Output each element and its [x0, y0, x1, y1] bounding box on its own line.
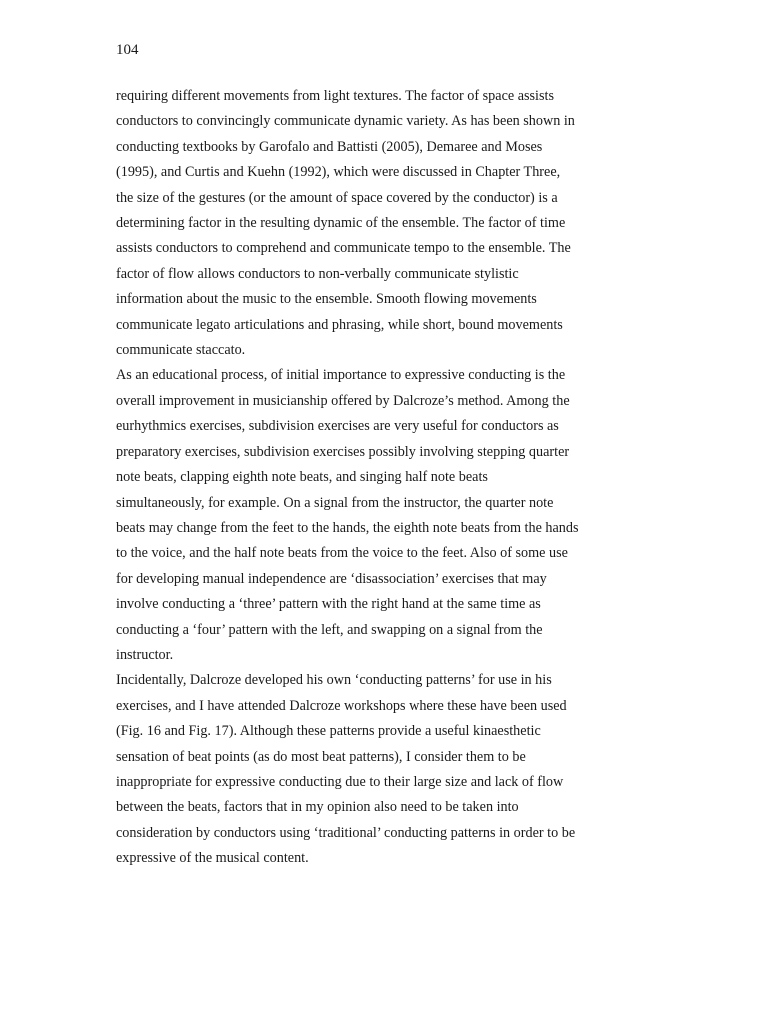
text-line: conducting a ‘four’ pattern with the left, and swapping on a signal from the: [116, 621, 543, 638]
text-line: overall improvement in musicianship offered by Dalcroze’s method. Among the: [116, 392, 570, 409]
text-line: Incidentally, Dalcroze developed his own ‘conducting patterns’ for use in his: [116, 672, 552, 689]
text-line: requiring different movements from light textures. The factor of space assists: [116, 88, 554, 104]
text-line: between the beats, factors that in my opinion also need to be taken into: [116, 799, 519, 816]
text-line: information about the music to the ensemble. Smooth flowing movements: [116, 291, 537, 308]
text-line: simultaneously, for example. On a signal from the instructor, the quarter note: [116, 494, 554, 511]
paragraph-1: [116, 84, 636, 363]
text-line: instructor.: [116, 646, 174, 663]
text-line: exercises, and I have attended Dalcroze workshops where these have been used: [116, 697, 567, 714]
text-line: preparatory exercises, subdivision exercises possibly involving stepping quarter: [116, 443, 570, 460]
text-line: (1995), and Curtis and Kuehn (1992), which were discussed in Chapter Three,: [116, 164, 561, 181]
text-line: factor of flow allows conductors to non-verbally communicate stylistic: [116, 265, 519, 282]
text-line: communicate staccato.: [116, 342, 246, 359]
text-line: to the voice, and the half note beats from the voice to the feet. Also of some use: [116, 545, 568, 562]
text-line: (Fig. 16 and Fig. 17). Although these patterns provide a useful kinaesthetic: [116, 723, 541, 740]
text-line: inappropriate for expressive conducting due to their large size and lack of flow: [116, 773, 564, 790]
text-line: note beats, clapping eighth note beats, and singing half note beats: [116, 469, 488, 486]
text-line: involve conducting a ‘three’ pattern with the right hand at the same time as: [116, 596, 541, 613]
text-line: beats may change from the feet to the hands, the eighth note beats from the hands: [116, 519, 579, 536]
text-line: for developing manual independence are ‘disassociation’ exercises that may: [116, 570, 547, 587]
text-line: the size of the gestures (or the amount of space covered by the conductor) is a: [116, 189, 558, 206]
text-line: determining factor in the resulting dynamic of the ensemble. The factor of time: [116, 215, 566, 232]
text-line: communicate legato articulations and phrasing, while short, bound movements: [116, 316, 563, 333]
page-number: 104: [116, 42, 139, 58]
text-line: consideration by conductors using ‘traditional’ conducting patterns in order to be: [116, 824, 576, 841]
paragraph-3: [116, 668, 636, 871]
text-line: sensation of beat points (as do most beat patterns), I consider them to be: [116, 748, 526, 765]
text-line: eurhythmics exercises, subdivision exercises are very useful for conductors as: [116, 418, 559, 435]
body-text: [116, 84, 636, 872]
text-line: As an educational process, of initial importance to expressive conducting is the: [116, 367, 566, 384]
text-line: assists conductors to comprehend and communicate tempo to the ensemble. The: [116, 240, 571, 257]
text-line: expressive of the musical content.: [116, 850, 309, 867]
text-line: conducting textbooks by Garofalo and Battisti (2005), Demaree and Moses: [116, 138, 543, 155]
paragraph-2: [116, 363, 636, 668]
text-line: conductors to convincingly communicate dynamic variety. As has been shown in: [116, 113, 575, 130]
